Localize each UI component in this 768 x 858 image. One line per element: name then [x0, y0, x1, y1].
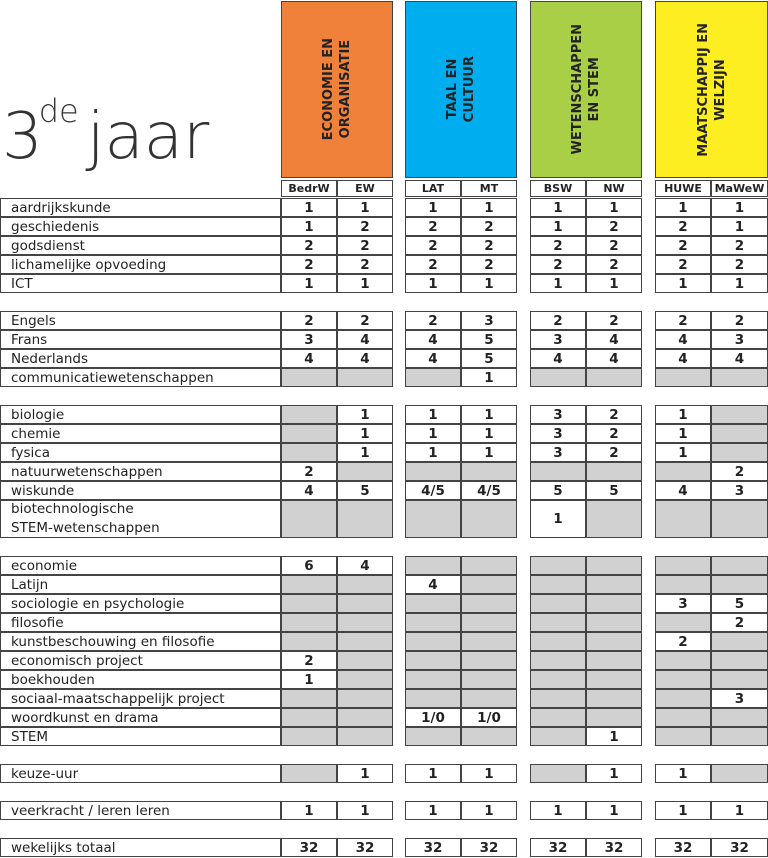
group-header-1: [281, 1, 393, 178]
hours-cell: [530, 368, 586, 387]
hours-cell: [281, 405, 337, 424]
row-label: communicatiewetenschappen: [0, 368, 281, 387]
row-label: STEM: [0, 727, 281, 746]
hours-cell: 5: [586, 481, 642, 500]
hours-cell: 1: [281, 670, 337, 689]
hours-cell: [281, 689, 337, 708]
hours-cell: [655, 651, 711, 670]
hours-cell: 1: [405, 198, 461, 217]
row-label: boekhouden: [0, 670, 281, 689]
hours-cell: [711, 405, 768, 424]
column-header-bsw: BSW: [530, 180, 586, 197]
hours-cell: 1: [461, 274, 517, 293]
hours-cell: [530, 764, 586, 783]
hours-cell: [405, 727, 461, 746]
hours-cell: [281, 632, 337, 651]
hours-cell: [405, 689, 461, 708]
hours-cell: 1: [655, 443, 711, 462]
hours-cell: [586, 613, 642, 632]
hours-cell: 32: [337, 838, 393, 857]
hours-cell: [337, 594, 393, 613]
hours-cell: 4: [281, 481, 337, 500]
hours-cell: [405, 368, 461, 387]
group-header-line: EN STEM: [587, 57, 602, 122]
hours-cell: [281, 500, 337, 538]
hours-cell: [405, 632, 461, 651]
hours-cell: [711, 443, 768, 462]
column-header-bedrw: BedrW: [281, 180, 337, 197]
title-superscript: de: [38, 91, 79, 130]
hours-cell: 1: [711, 274, 768, 293]
hours-cell: 5: [337, 481, 393, 500]
hours-cell: [337, 689, 393, 708]
hours-cell: 1: [337, 764, 393, 783]
hours-cell: 1: [586, 727, 642, 746]
hours-cell: 2: [711, 255, 768, 274]
hours-cell: 4: [337, 330, 393, 349]
hours-cell: 1: [461, 405, 517, 424]
hours-cell: [586, 575, 642, 594]
hours-cell: 1: [337, 198, 393, 217]
hours-cell: 1: [530, 217, 586, 236]
hours-cell: 1: [461, 764, 517, 783]
hours-cell: [337, 708, 393, 727]
hours-cell: 1: [711, 801, 768, 820]
hours-cell: [337, 462, 393, 481]
hours-cell: [530, 575, 586, 594]
row-label: keuze-uur: [0, 764, 281, 783]
title-number: 3: [2, 100, 41, 174]
hours-cell: 1: [655, 405, 711, 424]
group-header-label: [444, 56, 478, 122]
hours-cell: 2: [281, 651, 337, 670]
hours-cell: 1: [461, 801, 517, 820]
hours-cell: [711, 651, 768, 670]
hours-cell: [711, 632, 768, 651]
hours-cell: 1: [655, 274, 711, 293]
hours-cell: [655, 556, 711, 575]
hours-cell: [405, 670, 461, 689]
hours-cell: 1: [711, 217, 768, 236]
hours-cell: 4: [655, 349, 711, 368]
hours-cell: 1: [337, 424, 393, 443]
row-label: aardrijkskunde: [0, 198, 281, 217]
hours-cell: 2: [337, 255, 393, 274]
hours-cell: [405, 613, 461, 632]
hours-cell: 32: [405, 838, 461, 857]
page-title: [2, 91, 210, 174]
hours-cell: 4: [281, 349, 337, 368]
hours-cell: [405, 462, 461, 481]
title-word: jaar: [86, 100, 210, 174]
hours-cell: [337, 500, 393, 538]
hours-cell: 1: [337, 405, 393, 424]
hours-cell: 2: [586, 236, 642, 255]
hours-cell: [586, 689, 642, 708]
hours-cell: [281, 594, 337, 613]
row-label: biotechnologische STEM-wetenschappen: [0, 500, 281, 538]
column-header-lat: LAT: [405, 180, 461, 197]
row-label: filosofie: [0, 613, 281, 632]
hours-cell: 1: [337, 443, 393, 462]
hours-cell: 3: [711, 481, 768, 500]
hours-cell: 4/5: [405, 481, 461, 500]
group-header-line: TAAL EN: [445, 59, 460, 120]
hours-cell: [530, 613, 586, 632]
hours-cell: 2: [586, 424, 642, 443]
hours-cell: 4: [711, 349, 768, 368]
hours-cell: 2: [461, 236, 517, 255]
hours-cell: 3: [530, 405, 586, 424]
hours-cell: 1: [586, 274, 642, 293]
hours-cell: 32: [461, 838, 517, 857]
hours-cell: 1: [461, 198, 517, 217]
hours-cell: 3: [461, 311, 517, 330]
row-label: godsdienst: [0, 236, 281, 255]
hours-cell: 5: [530, 481, 586, 500]
hours-cell: 2: [461, 217, 517, 236]
hours-cell: 2: [530, 236, 586, 255]
row-label: ICT: [0, 274, 281, 293]
hours-cell: [461, 727, 517, 746]
hours-cell: [337, 670, 393, 689]
hours-cell: 1: [405, 764, 461, 783]
hours-cell: 3: [655, 594, 711, 613]
hours-cell: [711, 708, 768, 727]
group-header-line: WELZIJN: [712, 58, 728, 121]
hours-cell: [586, 708, 642, 727]
hours-cell: 2: [655, 632, 711, 651]
row-label: Frans: [0, 330, 281, 349]
group-header-label: [320, 38, 354, 140]
hours-cell: 2: [711, 236, 768, 255]
hours-cell: [461, 651, 517, 670]
hours-cell: 4: [586, 349, 642, 368]
row-label: Nederlands: [0, 349, 281, 368]
hours-cell: 1: [530, 198, 586, 217]
hours-cell: [530, 556, 586, 575]
hours-cell: [281, 368, 337, 387]
group-header-line: CULTUUR: [462, 56, 477, 123]
hours-cell: [461, 500, 517, 538]
hours-cell: [461, 556, 517, 575]
hours-cell: 1: [530, 801, 586, 820]
row-label: geschiedenis: [0, 217, 281, 236]
hours-cell: [655, 708, 711, 727]
hours-cell: 1: [281, 198, 337, 217]
hours-cell: 1: [405, 443, 461, 462]
hours-cell: 1: [337, 801, 393, 820]
group-header-line: ORGANISATIE: [338, 40, 353, 139]
hours-cell: [405, 594, 461, 613]
hours-cell: [461, 689, 517, 708]
hours-cell: [711, 556, 768, 575]
hours-cell: [711, 575, 768, 594]
hours-cell: 3: [711, 689, 768, 708]
hours-cell: [461, 462, 517, 481]
hours-cell: [405, 500, 461, 538]
hours-cell: [711, 424, 768, 443]
hours-cell: 4: [586, 330, 642, 349]
hours-cell: [337, 632, 393, 651]
row-label: Engels: [0, 311, 281, 330]
hours-cell: 1: [461, 424, 517, 443]
group-header-label: [695, 23, 729, 157]
hours-cell: 2: [461, 255, 517, 274]
hours-cell: 4: [655, 481, 711, 500]
hours-cell: [530, 727, 586, 746]
row-label: veerkracht / leren leren: [0, 801, 281, 820]
hours-cell: [281, 708, 337, 727]
row-label: economisch project: [0, 651, 281, 670]
hours-cell: 2: [405, 255, 461, 274]
hours-cell: [337, 727, 393, 746]
row-label: economie: [0, 556, 281, 575]
hours-cell: [586, 651, 642, 670]
hours-cell: 3: [530, 424, 586, 443]
hours-cell: [655, 613, 711, 632]
hours-cell: 2: [586, 255, 642, 274]
row-label: kunstbeschouwing en filosofie: [0, 632, 281, 651]
group-header-line: WETENSCHAPPEN: [570, 24, 585, 155]
hours-cell: 4: [655, 330, 711, 349]
hours-cell: 1: [586, 764, 642, 783]
hours-cell: 2: [711, 311, 768, 330]
hours-cell: [337, 368, 393, 387]
hours-cell: [461, 594, 517, 613]
hours-cell: 2: [337, 236, 393, 255]
hours-cell: [586, 594, 642, 613]
hours-cell: [586, 670, 642, 689]
hours-cell: 2: [655, 255, 711, 274]
hours-cell: 2: [281, 255, 337, 274]
hours-cell: 1: [530, 500, 586, 538]
group-header-label: [569, 24, 603, 155]
hours-cell: 2: [281, 462, 337, 481]
hours-cell: 1/0: [461, 708, 517, 727]
hours-cell: [461, 575, 517, 594]
hours-cell: [655, 500, 711, 538]
hours-cell: 2: [530, 255, 586, 274]
hours-cell: 1: [281, 217, 337, 236]
hours-cell: 3: [281, 330, 337, 349]
hours-cell: [586, 632, 642, 651]
hours-cell: 2: [530, 311, 586, 330]
hours-cell: [655, 689, 711, 708]
hours-cell: [655, 727, 711, 746]
row-label: fysica: [0, 443, 281, 462]
hours-cell: 2: [586, 443, 642, 462]
hours-cell: 1/0: [405, 708, 461, 727]
hours-cell: [586, 556, 642, 575]
column-header-nw: NW: [586, 180, 642, 197]
hours-cell: 4: [405, 349, 461, 368]
hours-cell: 2: [405, 311, 461, 330]
hours-cell: 4: [530, 349, 586, 368]
row-label: wekelijks totaal: [0, 838, 281, 857]
hours-cell: [655, 462, 711, 481]
hours-cell: 4: [337, 349, 393, 368]
hours-cell: [281, 613, 337, 632]
hours-cell: 1: [405, 274, 461, 293]
hours-cell: [655, 368, 711, 387]
hours-cell: [586, 368, 642, 387]
row-label: Latijn: [0, 575, 281, 594]
hours-cell: [461, 632, 517, 651]
hours-cell: [530, 651, 586, 670]
hours-cell: [530, 689, 586, 708]
hours-cell: 2: [655, 217, 711, 236]
hours-cell: [530, 594, 586, 613]
hours-cell: [586, 500, 642, 538]
hours-cell: [281, 424, 337, 443]
hours-cell: 1: [281, 274, 337, 293]
group-header-line: ECONOMIE EN: [321, 38, 336, 141]
group-header-line: MAATSCHAPPIJ EN: [695, 22, 711, 157]
column-header-mt: MT: [461, 180, 517, 197]
row-label: biologie: [0, 405, 281, 424]
hours-cell: [711, 727, 768, 746]
hours-cell: [281, 764, 337, 783]
row-label: woordkunst en drama: [0, 708, 281, 727]
hours-cell: 4: [337, 556, 393, 575]
hours-cell: 2: [655, 311, 711, 330]
hours-cell: [711, 764, 768, 783]
row-label: wiskunde: [0, 481, 281, 500]
hours-cell: 1: [530, 274, 586, 293]
group-header-2: [405, 1, 517, 178]
hours-cell: 2: [586, 217, 642, 236]
row-label: lichamelijke opvoeding: [0, 255, 281, 274]
hours-cell: 5: [461, 349, 517, 368]
hours-cell: 1: [586, 198, 642, 217]
hours-cell: 5: [461, 330, 517, 349]
column-header-huwe: HUWE: [655, 180, 711, 197]
hours-cell: 2: [337, 311, 393, 330]
hours-cell: 1: [655, 801, 711, 820]
row-label: natuurwetenschappen: [0, 462, 281, 481]
hours-cell: 32: [655, 838, 711, 857]
hours-cell: [405, 556, 461, 575]
hours-cell: 32: [530, 838, 586, 857]
hours-cell: 1: [586, 801, 642, 820]
hours-cell: [281, 727, 337, 746]
hours-cell: [655, 575, 711, 594]
hours-cell: 1: [405, 801, 461, 820]
hours-cell: 4/5: [461, 481, 517, 500]
hours-cell: 2: [281, 236, 337, 255]
column-header-mawew: MaWeW: [711, 180, 768, 197]
hours-cell: [281, 575, 337, 594]
hours-cell: 1: [405, 424, 461, 443]
hours-cell: 32: [586, 838, 642, 857]
hours-cell: 32: [711, 838, 768, 857]
hours-cell: 1: [711, 198, 768, 217]
hours-cell: [530, 632, 586, 651]
hours-cell: 4: [405, 575, 461, 594]
hours-cell: [337, 613, 393, 632]
hours-cell: 1: [337, 274, 393, 293]
column-header-ew: EW: [337, 180, 393, 197]
hours-cell: [530, 670, 586, 689]
hours-cell: 5: [711, 594, 768, 613]
hours-cell: [530, 708, 586, 727]
hours-cell: 2: [711, 613, 768, 632]
hours-cell: [337, 575, 393, 594]
hours-cell: 1: [461, 368, 517, 387]
hours-cell: [461, 670, 517, 689]
hours-cell: 2: [405, 217, 461, 236]
group-header-4: [655, 1, 768, 178]
hours-cell: 32: [281, 838, 337, 857]
hours-cell: [655, 670, 711, 689]
hours-cell: 6: [281, 556, 337, 575]
hours-cell: 3: [530, 330, 586, 349]
hours-cell: [405, 651, 461, 670]
hours-cell: [337, 651, 393, 670]
group-header-3: [530, 1, 642, 178]
hours-cell: 2: [586, 311, 642, 330]
hours-cell: 2: [281, 311, 337, 330]
hours-cell: 2: [337, 217, 393, 236]
hours-cell: 2: [711, 462, 768, 481]
hours-cell: [711, 670, 768, 689]
hours-cell: [586, 462, 642, 481]
hours-cell: 3: [711, 330, 768, 349]
hours-cell: 1: [405, 405, 461, 424]
hours-cell: [711, 500, 768, 538]
hours-cell: [711, 368, 768, 387]
hours-cell: [461, 613, 517, 632]
hours-cell: 1: [461, 443, 517, 462]
hours-cell: 2: [586, 405, 642, 424]
hours-cell: 1: [655, 424, 711, 443]
hours-cell: 2: [655, 236, 711, 255]
row-label: sociaal-maatschappelijk project: [0, 689, 281, 708]
hours-cell: [530, 462, 586, 481]
hours-cell: 3: [530, 443, 586, 462]
hours-cell: [281, 443, 337, 462]
hours-cell: 2: [405, 236, 461, 255]
hours-cell: 1: [655, 764, 711, 783]
hours-cell: 1: [655, 198, 711, 217]
row-label: sociologie en psychologie: [0, 594, 281, 613]
row-label: chemie: [0, 424, 281, 443]
hours-cell: 1: [281, 801, 337, 820]
hours-cell: 4: [405, 330, 461, 349]
